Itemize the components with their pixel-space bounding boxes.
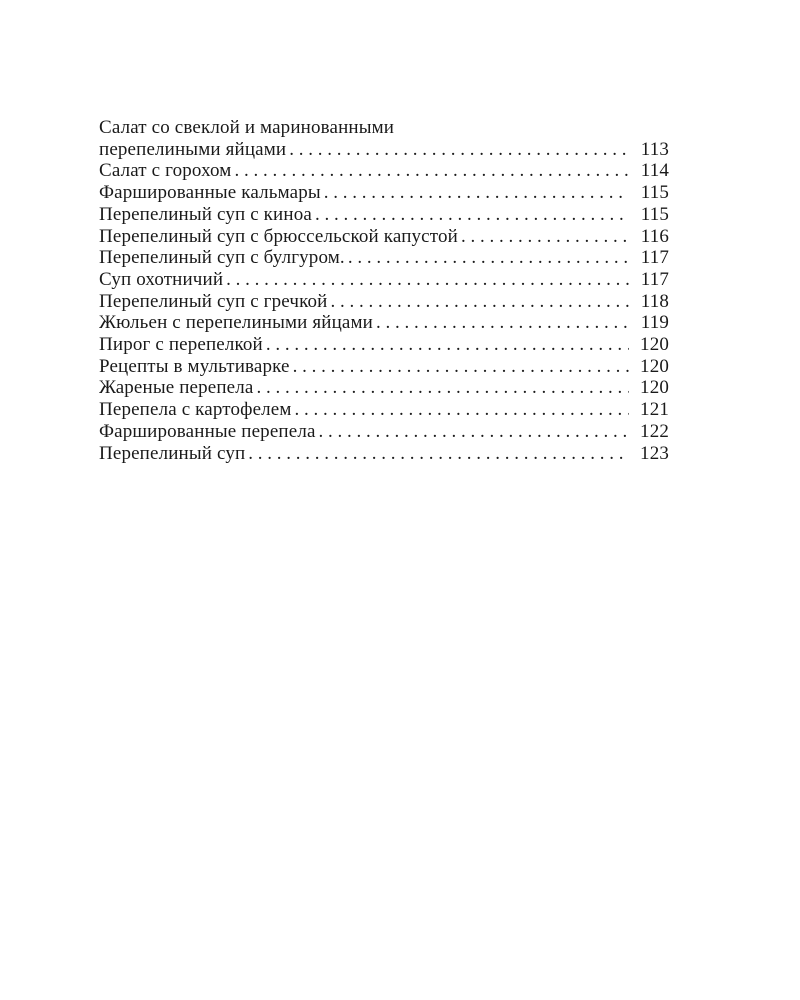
toc-entry-title: Перепелиный суп с киноа: [99, 203, 312, 225]
toc-entry: [99, 247, 669, 269]
toc-entry: [99, 182, 669, 204]
toc-entry: [99, 312, 669, 334]
toc-entry: [99, 226, 669, 248]
toc-entry-title: Пирог с перепелкой: [99, 334, 263, 356]
toc-entry-title: Салат с горохом: [99, 160, 232, 182]
dot-leader: [330, 291, 629, 313]
toc-entry-title: Перепелиный суп с булгуром.: [99, 247, 345, 269]
toc-entry-page: 115: [640, 203, 669, 225]
toc-entry: [99, 356, 669, 378]
toc-entry-title: Перепелиный суп: [99, 442, 246, 464]
toc-entry-page: 113: [640, 138, 669, 160]
toc-entry-page: 117: [640, 268, 669, 290]
toc-entry: [99, 399, 669, 421]
toc-entry: [99, 160, 669, 182]
toc-entry-page: 120: [640, 355, 669, 377]
toc-entry: [99, 269, 669, 291]
toc-entry-title: перепелиными яйцами: [99, 138, 287, 160]
dot-leader: [289, 139, 629, 161]
toc-entry: [99, 291, 669, 313]
toc-entry-page: 116: [640, 225, 669, 247]
toc-entry: [99, 334, 669, 356]
toc-entry-page: 117: [640, 247, 669, 269]
dot-leader: [293, 356, 629, 378]
toc-entry-title: Перепела с картофелем: [99, 399, 292, 421]
toc-entry-page: 120: [640, 377, 669, 399]
toc-entry-title: Жареные перепела: [99, 377, 254, 399]
dot-leader: [295, 399, 629, 421]
toc-entry-title: Рецепты в мультиварке: [99, 355, 290, 377]
toc-entry: [99, 377, 669, 399]
toc-entry-title: Жюльен с перепелиными яйцами: [99, 312, 373, 334]
toc-entry: [99, 204, 669, 226]
toc-entry-title-line1: Салат со свеклой и маринованными: [99, 117, 395, 138]
dot-leader: [324, 182, 629, 204]
dot-leader: [248, 443, 629, 465]
toc-entry-title: Перепелиный суп с гречкой: [99, 290, 328, 312]
dot-leader: [319, 421, 629, 443]
dot-leader: [461, 226, 629, 248]
toc-entry-page: 114: [640, 160, 669, 182]
table-of-contents: [99, 117, 669, 464]
dot-leader: [234, 160, 629, 182]
toc-entry: [99, 139, 669, 161]
toc-entry-page: 119: [640, 312, 669, 334]
toc-entry-title: Фаршированные кальмары: [99, 182, 321, 204]
toc-entry-page: 123: [640, 442, 669, 464]
toc-entry-title: Фаршированные перепела: [99, 420, 316, 442]
dot-leader: [226, 269, 629, 291]
dot-leader: [348, 247, 629, 269]
toc-entry-page: 115: [640, 182, 669, 204]
toc-entry-page: 122: [640, 420, 669, 442]
toc-entry-title: Суп охотничий: [99, 268, 224, 290]
dot-leader: [376, 312, 629, 334]
toc-entry-title: Перепелиный суп с брюссельской капустой: [99, 225, 458, 247]
dot-leader: [266, 334, 629, 356]
toc-entry: [99, 421, 669, 443]
toc-entry-page: 118: [640, 290, 669, 312]
toc-entry-page: 120: [640, 334, 669, 356]
dot-leader: [315, 204, 629, 226]
dot-leader: [256, 377, 629, 399]
toc-entry-page: 121: [640, 399, 669, 421]
toc-entry: [99, 443, 669, 465]
